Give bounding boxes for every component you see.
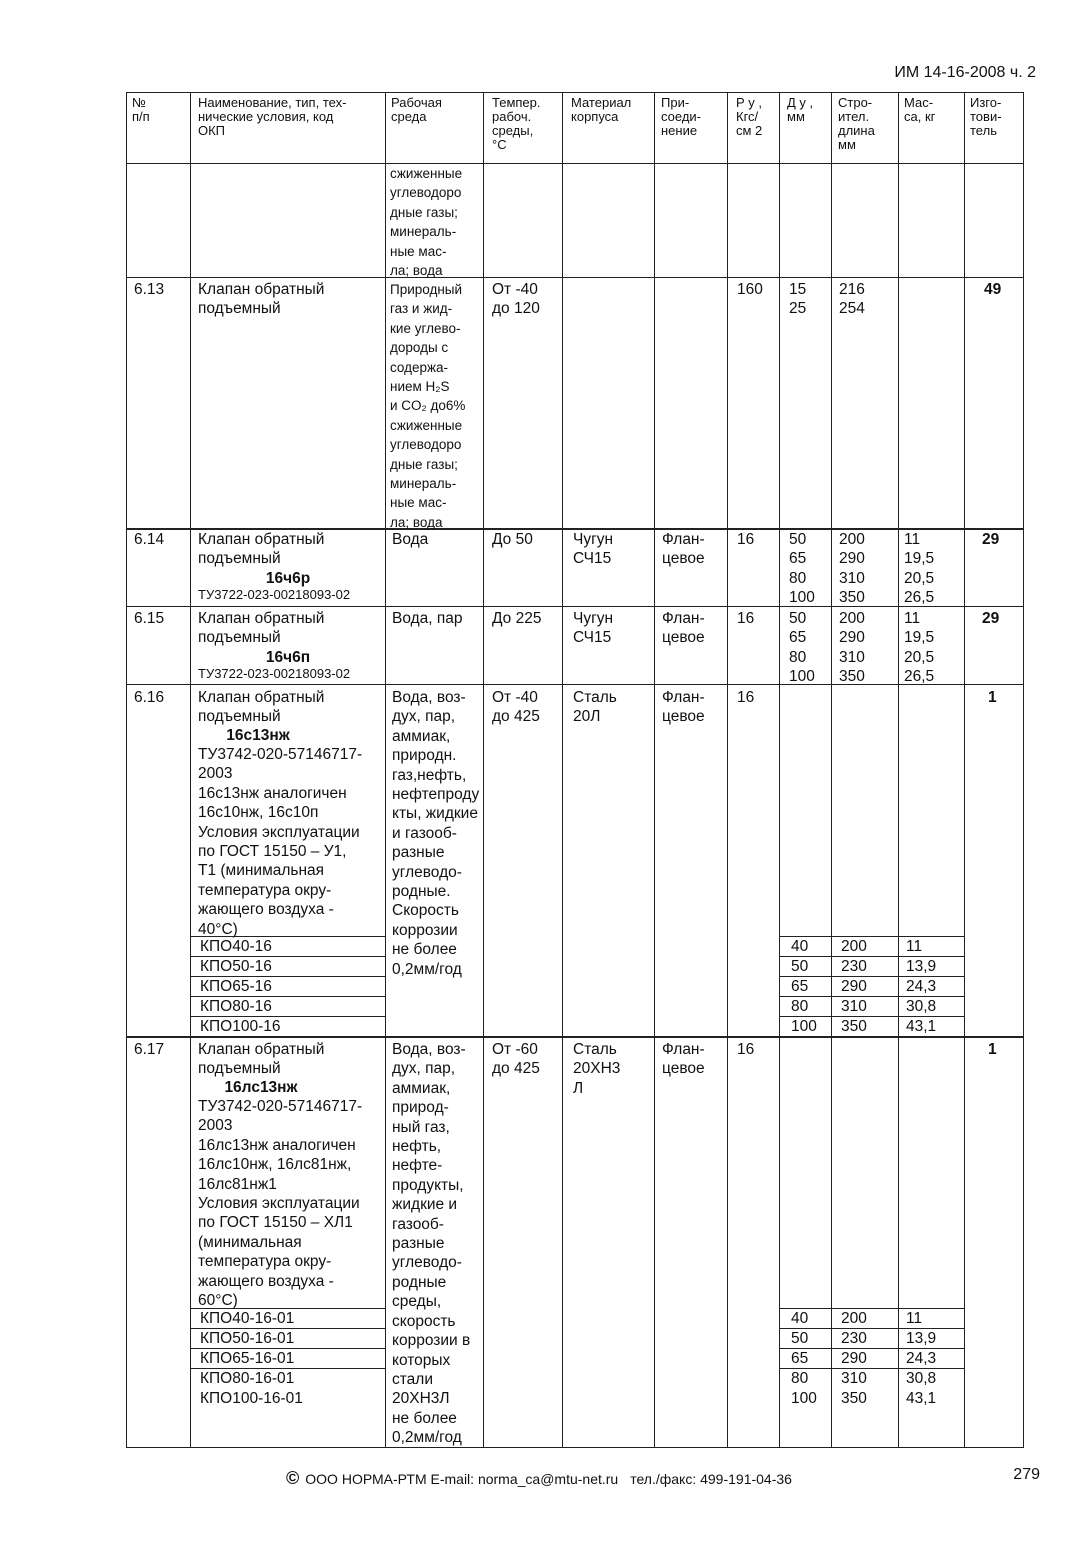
sub-617-dy: 65 — [791, 1350, 809, 1367]
valves-table — [126, 92, 1024, 1448]
footer-phone: тел./факс: 499-191-04-36 — [630, 1471, 792, 1487]
header-num: № п/п — [132, 95, 150, 124]
row-615-name: Клапан обратный подъемный — [198, 610, 325, 647]
sub-616-length: 290 — [841, 978, 867, 995]
sub-616-dy: 40 — [791, 938, 809, 955]
row-617-temp: От -60 до 425 — [492, 1041, 540, 1078]
sub-617-length: 310 — [841, 1370, 867, 1387]
sub-617-mass: 30,8 — [906, 1370, 937, 1387]
sub-617-length: 230 — [841, 1330, 867, 1347]
row-616-num: 6.16 — [134, 689, 165, 706]
row-614-dy: 50 65 80 100 — [789, 531, 815, 607]
row-617-name: Клапан обратный подъемный — [198, 1041, 325, 1078]
sub-616-name: КПО80-16 — [200, 998, 272, 1015]
row-613-maker: 49 — [984, 281, 1002, 298]
sub-617-mass: 11 — [906, 1310, 923, 1327]
sub-617-dy: 40 — [791, 1310, 809, 1327]
row-616-connection: Флан- цевое — [662, 689, 705, 726]
sub-617-dy: 80 — [791, 1370, 809, 1387]
row-613-dy: 15 25 — [789, 281, 807, 318]
sub-616-name: КПО65-16 — [200, 978, 272, 995]
row-614-model: 16ч6р — [265, 570, 311, 587]
row-614-tu: ТУ3722-023-00218093-02 — [198, 587, 351, 602]
sub-616-mass: 24,3 — [906, 978, 937, 995]
row-613-temp: От -40 до 120 — [492, 281, 540, 318]
row-615-dy: 50 65 80 100 — [789, 610, 815, 686]
row-617-medium: Вода, воз- дух, пар, аммиак, природ- ный газ, нефть, нефте- продукты, жидкие и газооб- разные углеводо- родные среды, скорость коррозии в которых стали 20ХН3Л не более 0,2мм/год — [392, 1041, 471, 1447]
sub-616-name: КПО40-16 — [200, 938, 272, 955]
sub-616-name: КПО100-16 — [200, 1018, 281, 1035]
row-617-model: 16лс13нж — [224, 1079, 298, 1096]
row-613-num: 6.13 — [134, 281, 165, 298]
document-code: ИМ 14-16-2008 ч. 2 — [894, 64, 1036, 81]
row-615-num: 6.15 — [134, 610, 165, 627]
row-614-py: 16 — [737, 531, 755, 548]
row-615-mass: 11 19,5 20,5 26,5 — [904, 610, 935, 686]
page-number: 279 — [1013, 1466, 1040, 1483]
row-617-desc: ТУ3742-020-57146717- 2003 16лс13нж аналогичен 16лс10нж, 16лс81нж, 16лс81нж1 Условия эксплуатации по ГОСТ 15150 – ХЛ1 (минимальная температура окру- жающего воздуха - 60°С) — [198, 1098, 363, 1310]
row-617-py: 16 — [737, 1041, 755, 1058]
continuation-medium: сжиженные углеводоро дные газы; минераль- ные мас- ла; вода — [390, 166, 463, 279]
row-616-maker: 1 — [988, 689, 997, 706]
sub-617-mass: 43,1 — [906, 1390, 937, 1407]
row-614-length: 200 290 310 350 — [839, 531, 865, 607]
row-613-py: 160 — [737, 281, 763, 298]
row-616-temp: От -40 до 425 — [492, 689, 540, 726]
row-614-temp: До 50 — [492, 531, 533, 548]
header-maker: Изго- тови- тель — [970, 95, 1002, 138]
sub-617-name: КПО40-16-01 — [200, 1310, 295, 1327]
sub-616-dy: 80 — [791, 998, 809, 1015]
row-617-material: Сталь 20ХН3 Л — [573, 1041, 621, 1097]
row-614-num: 6.14 — [134, 531, 165, 548]
footer-org: ООО НОРМА-РТМ E-mail: norma_ca@mtu-net.ru — [305, 1471, 619, 1487]
row-615-length: 200 290 310 350 — [839, 610, 865, 686]
sub-616-mass: 30,8 — [906, 998, 937, 1015]
header-name: Наименование, тип, тех- нические условия, код ОКП — [198, 95, 347, 138]
row-614-name: Клапан обратный подъемный — [198, 531, 325, 568]
sub-616-mass: 11 — [906, 938, 923, 955]
row-617-maker: 1 — [988, 1041, 997, 1058]
sub-616-length: 200 — [841, 938, 867, 955]
row-616-name: Клапан обратный подъемный — [198, 689, 325, 726]
sub-616-dy: 100 — [791, 1018, 817, 1035]
sub-617-name: КПО65-16-01 — [200, 1350, 295, 1367]
sub-616-dy: 50 — [791, 958, 809, 975]
header-connection: При- соеди- нение — [661, 95, 701, 138]
header-material: Материал корпуса — [571, 95, 632, 124]
sub-616-length: 310 — [841, 998, 867, 1015]
row-616-material: Сталь 20Л — [573, 689, 617, 726]
copyright-icon: © — [286, 1468, 300, 1488]
row-615-connection: Флан- цевое — [662, 610, 705, 647]
row-616-desc: ТУ3742-020-57146717- 2003 16с13нж аналогичен 16с10нж, 16с10п Условия эксплуатации по ГОСТ 15150 – У1, Т1 (минимальная температура окру- жающего воздуха - 40°С) — [198, 746, 363, 938]
row-613-medium: Природный газ и жид- кие углево- дороды с содержа- нием H₂S и CO₂ до6% сжиженные углеводоро дные газы; минераль- ные мас- ла; вода — [390, 282, 466, 530]
sub-617-name: КПО100-16-01 — [200, 1390, 303, 1407]
page-footer — [0, 1468, 1078, 1489]
sub-617-dy: 50 — [791, 1330, 809, 1347]
row-614-connection: Флан- цевое — [662, 531, 705, 568]
row-615-medium: Вода, пар — [392, 610, 463, 627]
sub-617-mass: 24,3 — [906, 1350, 937, 1367]
sub-616-mass: 13,9 — [906, 958, 937, 975]
header-temp: Темпер. рабоч. среды, °С — [492, 95, 541, 152]
sub-617-name: КПО50-16-01 — [200, 1330, 295, 1347]
row-615-py: 16 — [737, 610, 755, 627]
sub-617-mass: 13,9 — [906, 1330, 937, 1347]
row-616-model: 16с13нж — [226, 727, 290, 744]
row-617-connection: Флан- цевое — [662, 1041, 705, 1078]
header-dy: Д у , мм — [787, 95, 814, 124]
sub-616-mass: 43,1 — [906, 1018, 937, 1035]
row-615-material: Чугун СЧ15 — [573, 610, 614, 647]
row-615-maker: 29 — [982, 610, 1000, 627]
row-614-material: Чугун СЧ15 — [573, 531, 614, 568]
row-615-temp: До 225 — [492, 610, 542, 627]
sub-617-length: 290 — [841, 1350, 867, 1367]
row-614-mass: 11 19,5 20,5 26,5 — [904, 531, 935, 607]
header-mass: Мас- са, кг — [904, 95, 936, 124]
sub-616-dy: 65 — [791, 978, 809, 995]
sub-616-name: КПО50-16 — [200, 958, 272, 975]
sub-616-length: 230 — [841, 958, 867, 975]
row-617-num: 6.17 — [134, 1041, 165, 1058]
header-length: Стро- ител. длина мм — [838, 95, 875, 152]
sub-617-length: 200 — [841, 1310, 867, 1327]
row-614-medium: Вода — [392, 531, 429, 548]
sub-617-name: КПО80-16-01 — [200, 1370, 295, 1387]
row-616-medium: Вода, воз- дух, пар, аммиак, природн. газ,нефть, нефтепроду кты, жидкие и газооб- разные углеводо- родные. Скорость коррозии не более 0,2мм/год — [392, 689, 480, 978]
header-medium: Рабочая среда — [391, 95, 442, 124]
header-py: Р у , Кгс/ см 2 — [736, 95, 763, 138]
row-613-length: 216 254 — [839, 281, 865, 318]
sub-617-length: 350 — [841, 1390, 867, 1407]
row-613-name: Клапан обратный подъемный — [198, 281, 325, 318]
row-616-py: 16 — [737, 689, 755, 706]
row-614-maker: 29 — [982, 531, 1000, 548]
sub-616-length: 350 — [841, 1018, 867, 1035]
row-615-model: 16ч6п — [265, 649, 311, 666]
row-615-tu: ТУ3722-023-00218093-02 — [198, 666, 351, 681]
sub-617-dy: 100 — [791, 1390, 817, 1407]
